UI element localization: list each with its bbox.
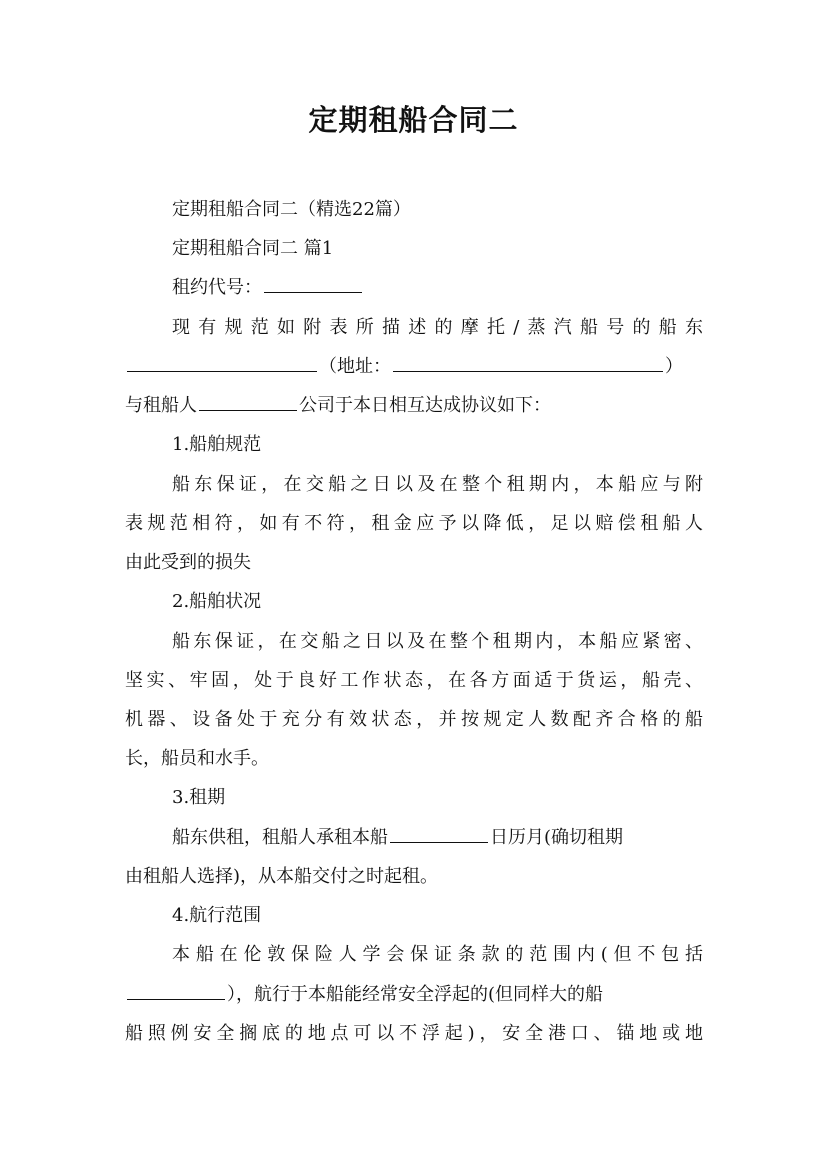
text-line: 船东保证，在交船之日以及在整个租期内，本船应紧密、 [172, 631, 703, 652]
navigation-range-line [125, 977, 703, 1013]
page-title: 定期租船合同二 [308, 103, 519, 137]
paragraph-line [172, 624, 703, 660]
paragraph-line [125, 859, 703, 895]
charter-code-blank [264, 273, 362, 293]
text-line: 船东供租，租船人承租本船 [172, 827, 388, 848]
owner-blank [127, 352, 317, 372]
charter-code-line [172, 270, 703, 306]
excluded-area-blank [127, 980, 225, 1000]
text-line: 3.租期 [172, 787, 226, 808]
text-line: 日历月(确切租期 [490, 827, 624, 848]
text-line: 2.船舶状况 [172, 591, 262, 612]
text-line: 与租船人 [125, 395, 197, 416]
paragraph-line [125, 1016, 703, 1052]
text-line: 由租船人选择)，从本船交付之时起租。 [125, 866, 439, 887]
paragraph-line [125, 506, 703, 542]
text-line: （地址： [319, 356, 391, 377]
paragraph-line [125, 663, 703, 699]
text-line: 定期租船合同二 篇1 [172, 238, 334, 259]
text-line: 定期租船合同二（精选22篇） [172, 199, 411, 220]
text-line: 机器、设备处于充分有效状态，并按规定人数配齐合格的船 [125, 709, 703, 730]
charter-period-line [172, 820, 703, 856]
text-line: 公司于本日相互达成协议如下： [299, 395, 551, 416]
text-line: 由此受到的损失 [125, 552, 251, 573]
paragraph-line [172, 937, 703, 973]
section-heading [172, 898, 703, 934]
text-line: 本船在伦敦保险人学会保证条款的范围内(但不包括 [172, 944, 703, 965]
section-heading [172, 584, 703, 620]
text-line: ） [665, 356, 683, 377]
paragraph-line [125, 702, 703, 738]
charterer-line [125, 388, 703, 424]
text-line: 现有规范如附表所描述的摩托/蒸汽船号的船东 [172, 317, 703, 338]
text-line: 船照例安全搁底的地点可以不浮起)，安全港口、锚地或地 [125, 1023, 703, 1044]
text-line: 坚实、牢固，处于良好工作状态，在各方面适于货运，船壳、 [125, 670, 703, 691]
subtitle-line [172, 192, 703, 228]
paragraph-line [125, 545, 703, 581]
paragraph-line [125, 741, 703, 777]
section-heading [172, 427, 703, 463]
text-line: 船东保证，在交船之日以及在整个租期内，本船应与附 [172, 474, 703, 495]
text-line: ），航行于本船能经常安全浮起的(但同样大的船 [227, 984, 604, 1005]
charterer-blank [199, 391, 297, 411]
text-line: 1.船舶规范 [172, 434, 262, 455]
text-line: 租约代号： [172, 277, 262, 298]
address-blank [393, 352, 663, 372]
text-line: 表规范相符，如有不符，租金应予以降低，足以赔偿租船人 [125, 513, 703, 534]
text-line: 长，船员和水手。 [125, 748, 269, 769]
paragraph-line [172, 467, 703, 503]
section-heading [172, 780, 703, 816]
text-line: 4.航行范围 [172, 905, 262, 926]
article-heading [172, 231, 703, 267]
owner-address-line [125, 349, 703, 385]
period-blank [390, 823, 488, 843]
paragraph-line [172, 310, 703, 346]
